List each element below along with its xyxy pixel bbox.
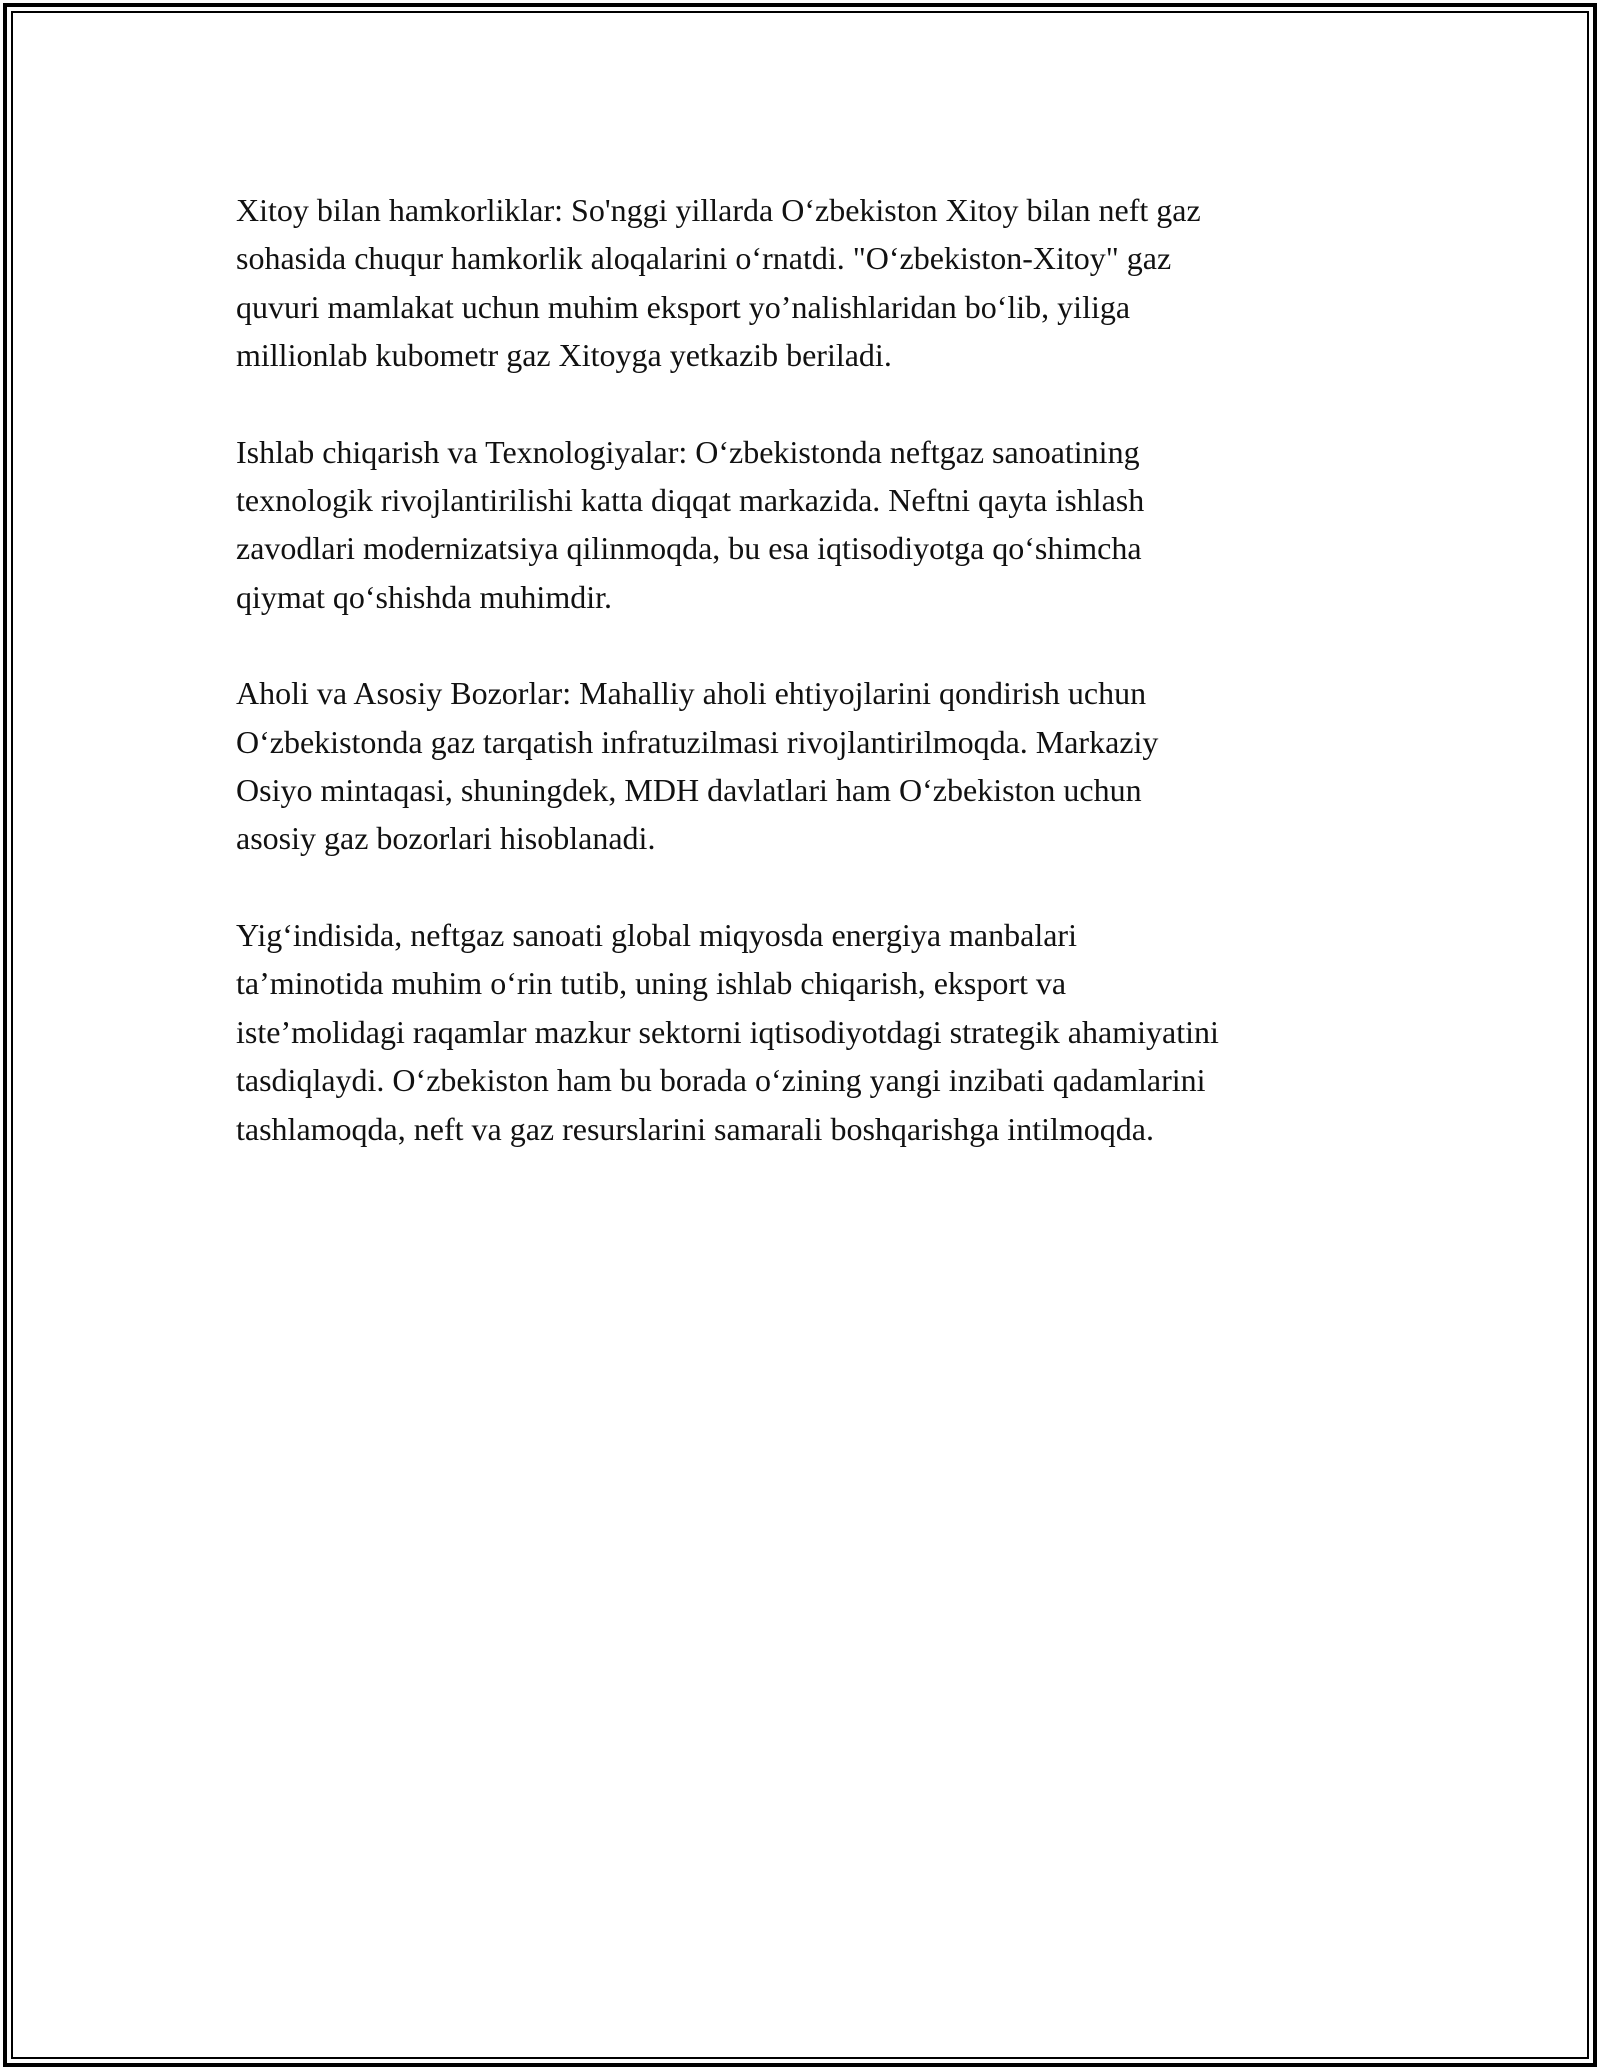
text-line: zavodlari modernizatsiya qilinmoqda, bu esa iqtisodiyotga qo‘shimcha (236, 530, 1142, 567)
text-line: Aholi va Asosiy Bozorlar: Mahalliy aholi ehtiyojlarini qondirish uchun (236, 675, 1147, 712)
paragraph-summary (236, 911, 1376, 1153)
text-line: Yig‘indisida, neftgaz sanoati global miqyosda energiya manbalari (236, 916, 1077, 953)
text-line: O‘zbekistonda gaz tarqatish infratuzilmasi rivojlantirilmoqda. Markaziy (236, 723, 1159, 760)
text-line: texnologik rivojlantirilishi katta diqqat markazida. Neftni qayta ishlash (236, 482, 1145, 519)
text-line: Xitoy bilan hamkorliklar: So'nggi yillarda O‘zbekiston Xitoy bilan neft gaz (236, 192, 1201, 228)
text-line: tasdiqlaydi. O‘zbekiston ham bu borada o‘zining yangi inzibati qadamlarini (236, 1062, 1206, 1099)
text-line: quvuri mamlakat uchun muhim eksport yo’nalishlaridan bo‘lib, yiliga (236, 288, 1131, 325)
text-line: qiymat qo‘shishda muhimdir. (236, 578, 612, 615)
paragraph-production-technologies (236, 428, 1376, 622)
text-line: ta’minotida muhim o‘rin tutib, uning ishlab chiqarish, eksport va (236, 965, 1067, 1002)
text-line: asosiy gaz bozorlari hisoblanadi. (236, 820, 656, 857)
text-line: sohasida chuqur hamkorlik aloqalarini o‘rnatdi. "O‘zbekiston-Xitoy" gaz (236, 240, 1172, 277)
text-line: iste’molidagi raqamlar mazkur sektorni iqtisodiyotdagi strategik ahamiyatini (236, 1013, 1219, 1050)
text-line: Osiyo mintaqasi, shuningdek, MDH davlatlari ham O‘zbekiston uchun (236, 772, 1142, 809)
paragraph-china-cooperation (236, 186, 1376, 380)
document-body (236, 186, 1376, 1201)
text-line: millionlab kubometr gaz Xitoyga yetkazib beriladi. (236, 337, 892, 374)
paragraph-population-markets (236, 669, 1376, 863)
text-line: tashlamoqda, neft va gaz resurslarini samarali boshqarishga intilmoqda. (236, 1110, 1154, 1147)
text-line: Ishlab chiqarish va Texnologiyalar: O‘zbekistonda neftgaz sanoatining (236, 433, 1140, 470)
